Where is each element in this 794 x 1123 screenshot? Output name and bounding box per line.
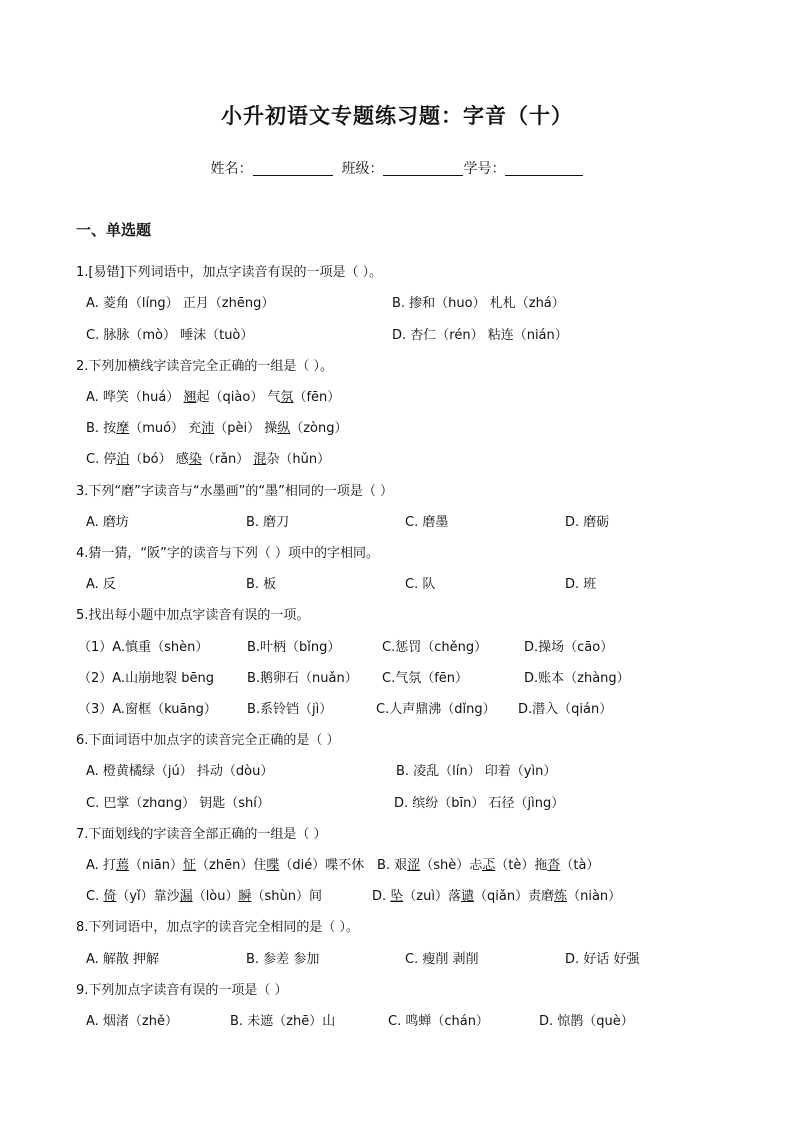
question-3-option-c: C. 磨墨 — [405, 515, 449, 530]
question-9-stem: 9.下列加点字读音有误的一项是（ ） — [76, 983, 288, 998]
question-2-stem: 2.下列加横线字读音完全正确的一组是（ ）。 — [76, 359, 334, 374]
section-heading: 一、单选题 — [76, 221, 152, 239]
question-4-option-b: B. 板 — [246, 577, 277, 592]
question-5-row-2-c: C.气氛（fēn） — [382, 671, 469, 686]
question-7-option-b: B. 艰涩（shè）忐忑（tè）拖沓（tà） — [377, 858, 600, 873]
name-label: 姓名： — [210, 161, 253, 177]
question-5-row-1-c: C.惩罚（chěng） — [382, 640, 488, 655]
question-5-row-1-b: B.叶柄（bǐng） — [247, 640, 341, 655]
question-1-option-c: C. 脉脉（mò） 唾沫（tuò） — [86, 328, 254, 343]
question-8-option-d: D. 好话 好强 — [565, 952, 640, 967]
question-1-option-b: B. 掺和（huo） 札札（zhá） — [392, 296, 565, 311]
question-1-option-a: A. 菱角（líng） 正月（zhēng） — [86, 296, 275, 311]
id-label: 学号： — [463, 161, 506, 177]
question-1-option-d: D. 杏仁（rén） 粘连（nián） — [392, 328, 568, 343]
question-8-stem: 8.下列词语中，加点字的读音完全相同的是（ ）。 — [76, 920, 360, 935]
question-8-option-c: C. 瘦削 剥削 — [405, 952, 479, 967]
question-7-option-d: D. 坠（zuì）落谴（qiǎn）责磨炼（niàn） — [372, 889, 622, 904]
question-3-stem: 3.下列“磨”字读音与“水墨画”的“墨”相同的一项是（ ） — [76, 484, 393, 499]
question-4-option-d: D. 班 — [565, 577, 597, 592]
question-6-option-d: D. 缤纷（bīn） 石径（jìng） — [394, 796, 565, 811]
question-3-option-d: D. 磨砺 — [565, 515, 610, 530]
question-7-stem: 7.下面划线的字读音全部正确的一组是（ ） — [76, 827, 327, 842]
name-blank — [253, 160, 333, 176]
question-5-row-2-a: （2）A.山崩地裂 bēng — [78, 671, 214, 686]
page-title: 小升初语文专题练习题：字音（十） — [221, 104, 573, 128]
question-4-option-c: C. 队 — [405, 577, 436, 592]
question-9-option-b: B. 未遮（zhē）山 — [230, 1014, 336, 1029]
question-6-option-b: B. 凌乱（lín） 印着（yìn） — [396, 764, 557, 779]
class-blank — [383, 160, 463, 176]
question-5-row-3-d: D.潜入（qián） — [518, 702, 613, 717]
question-5-row-2-b: B.鹅卵石（nuǎn） — [247, 671, 358, 686]
question-4-stem: 4.猜一猜，“阪”字的读音与下列（ ）项中的字相同。 — [76, 546, 380, 561]
question-5-row-2-d: D.账本（zhàng） — [524, 671, 630, 686]
question-5-stem: 5.找出每小题中加点字读音有误的一项。 — [76, 608, 310, 623]
student-info — [0, 158, 794, 178]
question-5-row-3-b: B.系铃铛（jì） — [247, 702, 333, 717]
class-label: 班级： — [341, 161, 384, 177]
question-5-row-1-d: D.操场（cāo） — [524, 640, 614, 655]
question-9-option-a: A. 烟渚（zhě） — [86, 1014, 178, 1029]
question-8-option-b: B. 参差 参加 — [246, 952, 320, 967]
question-5-row-3-c: C.人声鼎沸（dǐng） — [376, 702, 496, 717]
question-1-stem: 1.[易错]下列词语中，加点字读音有误的一项是（ ）。 — [76, 265, 383, 280]
question-2-option-a: A. 哗笑（huá） 翘起（qiào） 气氛（fēn） — [86, 390, 341, 405]
question-3-option-b: B. 磨刀 — [246, 515, 290, 530]
question-5-row-1-a: （1）A.慎重（shèn） — [78, 640, 209, 655]
question-2-option-c: C. 停泊（bó） 感染（rǎn） 混杂（hǔn） — [86, 452, 331, 467]
question-8-option-a: A. 解散 押解 — [86, 952, 160, 967]
question-9-option-c: C. 鸣蝉（chán） — [388, 1014, 489, 1029]
question-6-option-a: A. 橙黄橘绿（jú） 抖动（dòu） — [86, 764, 274, 779]
question-6-stem: 6.下面词语中加点字的读音完全正确的是（ ） — [76, 733, 340, 748]
question-5-row-3-a: （3）A.窗框（kuāng） — [78, 702, 217, 717]
question-9-option-d: D. 惊鹊（què） — [539, 1014, 634, 1029]
question-3-option-a: A. 磨坊 — [86, 515, 129, 530]
question-6-option-c: C. 巴掌（zhɑng） 钥匙（shí） — [86, 796, 270, 811]
question-7-option-a: A. 打蔫（niān）怔（zhēn）住喋（dié）喋不休 — [86, 858, 365, 873]
question-7-option-c: C. 倚（yǐ）靠沙漏（lòu）瞬（shùn）间 — [86, 889, 323, 904]
question-4-option-a: A. 反 — [86, 577, 116, 592]
id-blank — [505, 160, 583, 176]
question-2-option-b: B. 按摩（muó） 充沛（pèi） 操纵（zòng） — [86, 421, 348, 436]
